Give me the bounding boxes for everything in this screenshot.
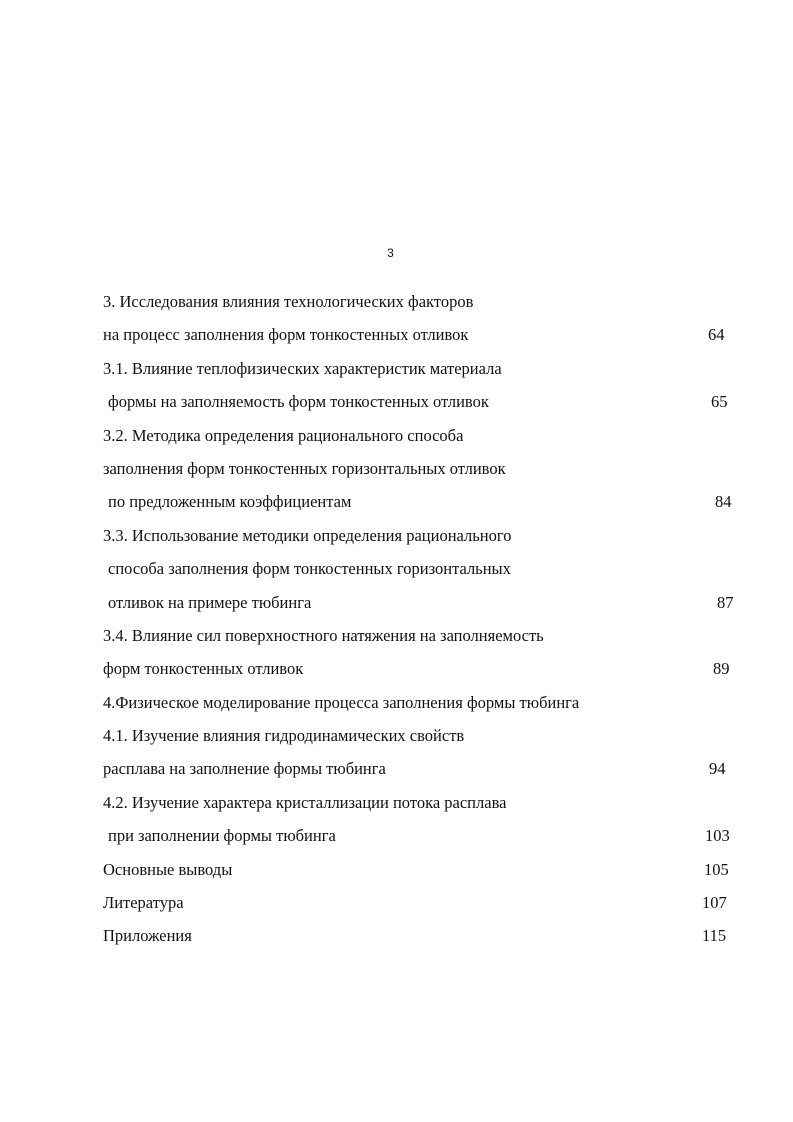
toc-line-text: на процесс заполнения форм тонкостенных отливок [103, 325, 469, 345]
toc-line [0, 559, 793, 592]
toc-line-text: 3.1. Влияние теплофизических характеристик материала [103, 358, 502, 378]
toc-line-text: Приложения [103, 926, 192, 946]
toc-line-text: 4.1. Изучение влияния гидродинамических свойств [103, 726, 465, 746]
toc-line-page: 64 [708, 325, 725, 345]
toc-line-text: по предложенным коэффициентам [108, 492, 352, 512]
toc-line-text: 3.4. Влияние сил поверхностного натяжения на заполняемость [103, 625, 544, 645]
toc-line-text: заполнения форм тонкостенных горизонтальных отливок [103, 458, 506, 478]
toc-line [0, 426, 793, 459]
toc-line [0, 793, 793, 826]
toc-line-page: 107 [702, 893, 727, 913]
toc-line-text: 3.2. Методика определения рационального способа [103, 425, 464, 445]
toc-line [0, 693, 793, 726]
toc-line-page: 89 [713, 659, 730, 679]
toc-line [0, 826, 793, 859]
toc-line [0, 926, 793, 959]
toc-line [0, 359, 793, 392]
toc-line [0, 726, 793, 759]
toc-line [0, 392, 793, 425]
page-number: 3 [387, 246, 394, 260]
toc-line [0, 526, 793, 559]
toc-line [0, 492, 793, 525]
toc-line [0, 659, 793, 692]
toc-line-text: Литература [103, 893, 184, 913]
toc-line-page: 94 [709, 759, 726, 779]
toc-line [0, 759, 793, 792]
toc-line [0, 325, 793, 358]
toc-line-page: 103 [705, 826, 730, 846]
toc-line-text: при заполнении формы тюбинга [108, 826, 336, 846]
toc-line-page: 115 [702, 926, 727, 946]
toc-line-page: 65 [711, 392, 728, 412]
toc-line-page: 84 [715, 492, 732, 512]
toc-line-text: 4.2. Изучение характера кристаллизации потока расплава [103, 792, 507, 812]
toc-line-text: 3.3. Использование методики определения рационального [103, 525, 512, 545]
toc-line [0, 292, 793, 325]
toc-line-text: Основные выводы [103, 859, 233, 879]
toc-line-text: 3. Исследования влияния технологических факторов [103, 292, 474, 311]
toc-line-text: 4.Физическое моделирование процесса заполнения формы тюбинга [103, 692, 580, 712]
toc-line [0, 593, 793, 626]
table-of-contents [0, 292, 793, 960]
toc-line-text: способа заполнения форм тонкостенных горизонтальных [108, 559, 511, 579]
toc-line [0, 893, 793, 926]
toc-line [0, 459, 793, 492]
toc-line-page: 105 [704, 859, 729, 879]
toc-line-text: расплава на заполнение формы тюбинга [103, 759, 386, 779]
toc-line-page: 87 [717, 592, 734, 612]
toc-line-text: отливок на примере тюбинга [108, 592, 312, 612]
toc-line-text: форм тонкостенных отливок [103, 659, 304, 679]
toc-line-text: формы на заполняемость форм тонкостенных отливок [108, 392, 489, 412]
toc-line [0, 626, 793, 659]
toc-line [0, 860, 793, 893]
